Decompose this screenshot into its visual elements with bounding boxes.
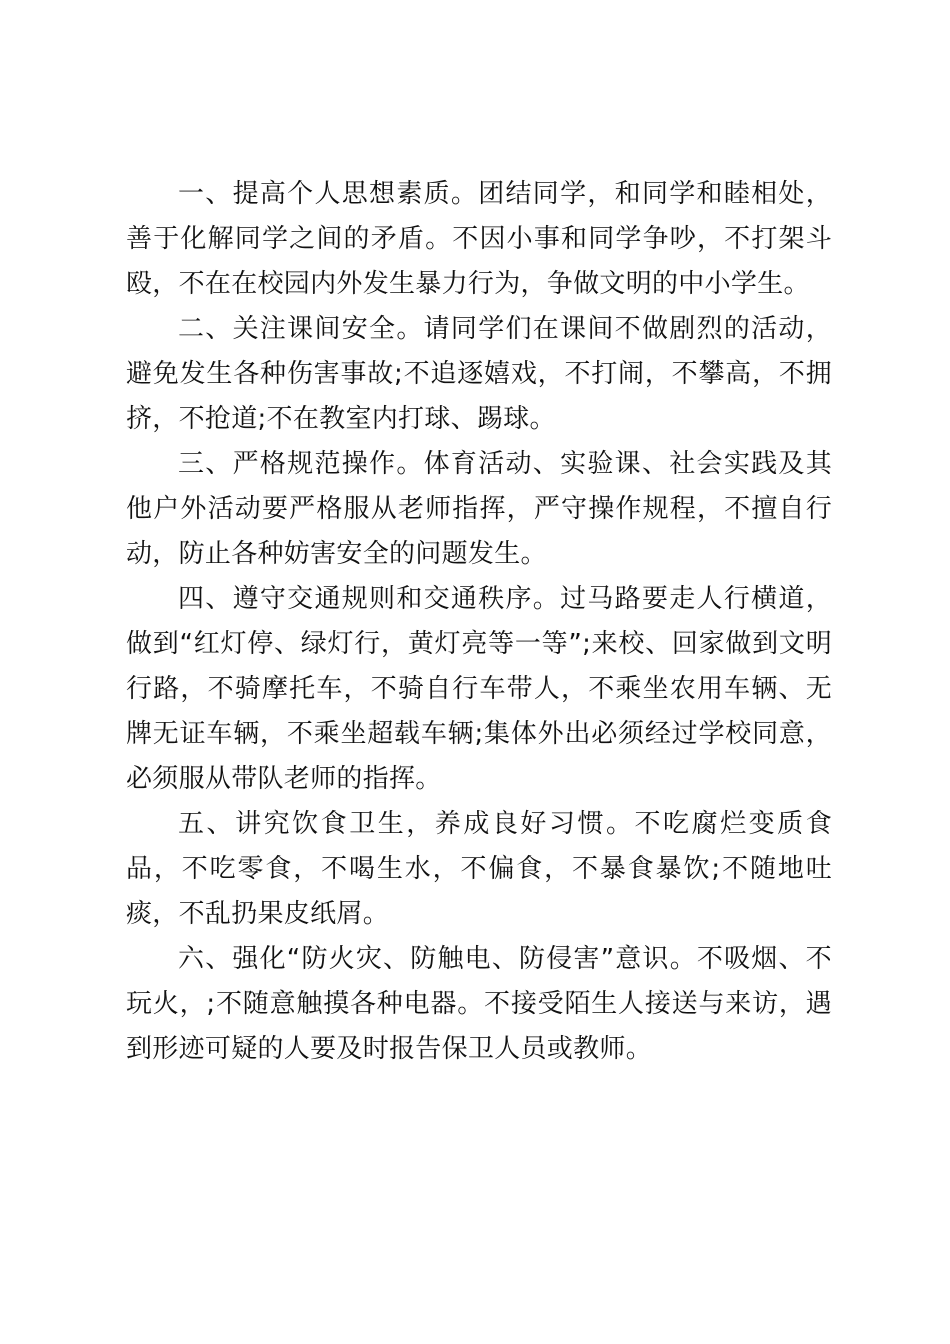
paragraph-6: 六、强化“防火灾、防触电、防侵害”意识。不吸烟、不玩火，;不随意触摸各种电器。不接受陌生人接送与来访，遇到形迹可疑的人要及时报告保卫人员或教师。 xyxy=(126,944,832,1064)
paragraph-5: 五、讲究饮食卫生，养成良好习惯。不吃腐烂变质食品，不吃零食，不喝生水，不偏食，不暴食暴饮;不随地吐痰，不乱扔果皮纸屑。 xyxy=(126,809,832,929)
document-body xyxy=(126,172,832,1072)
paragraph-2: 二、关注课间安全。请同学们在课间不做剧烈的活动，避免发生各种伤害事故;不追逐嬉戏，不打闹，不攀高，不拥挤，不抢道;不在教室内打球、踢球。 xyxy=(126,314,832,434)
paragraph-4: 四、遵守交通规则和交通秩序。过马路要走人行横道，做到“红灯停、绿灯行，黄灯亮等一等”;来校、回家做到文明行路，不骑摩托车，不骑自行车带人，不乘坐农用车辆、无牌无证车辆，不乘坐超载车辆;集体外出必须经过学校同意，必须服从带队老师的指挥。 xyxy=(126,584,832,794)
paragraph-3: 三、严格规范操作。体育活动、实验课、社会实践及其他户外活动要严格服从老师指挥，严守操作规程，不擅自行动，防止各种妨害安全的问题发生。 xyxy=(126,449,832,569)
paragraph-1: 一、提高个人思想素质。团结同学，和同学和睦相处，善于化解同学之间的矛盾。不因小事和同学争吵，不打架斗殴，不在在校园内外发生暴力行为，争做文明的中小学生。 xyxy=(126,179,832,299)
